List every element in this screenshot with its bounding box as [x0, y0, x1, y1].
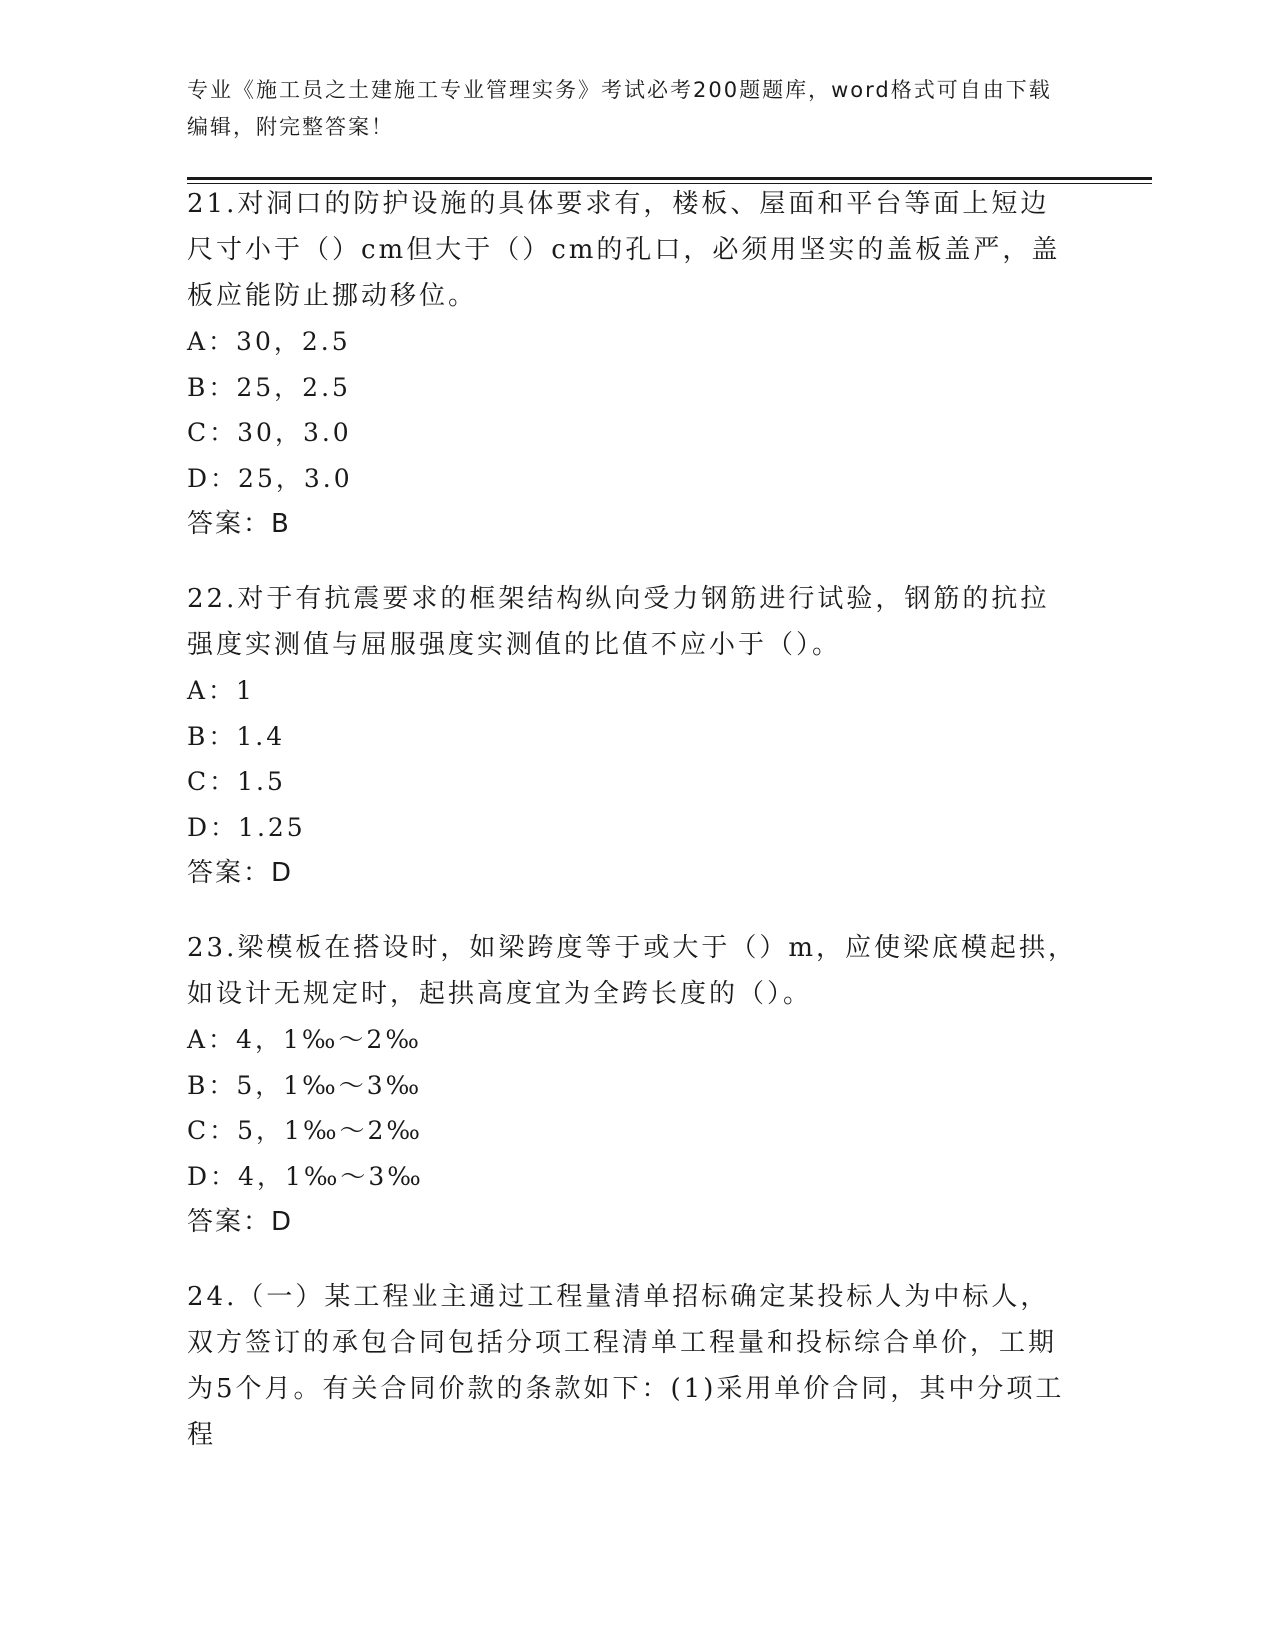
question-24: [187, 1274, 1077, 1458]
question-22: [187, 576, 1077, 896]
option-c: C：5，1‰～2‰: [187, 1116, 423, 1145]
question-stem: 22.对于有抗震要求的框架结构纵向受力钢筋进行试验，钢筋的抗拉强度实测值与屈服强度实测值的比值不应小于（）。: [187, 584, 1050, 660]
option-b: B：25，2.5: [187, 372, 351, 402]
question-21: [187, 181, 1077, 547]
option-c: C：1.5: [187, 767, 286, 796]
option-b: B：5，1‰～3‰: [187, 1070, 423, 1100]
option-list: [187, 668, 1077, 850]
option-list: [187, 1017, 1077, 1199]
option-d: D：1.25: [187, 812, 306, 842]
option-a: A：30，2.5: [187, 327, 351, 356]
answer-line: 答案：D: [187, 1207, 294, 1237]
question-stem: 23.梁模板在搭设时，如梁跨度等于或大于（）m，应使梁底模起拱，如设计无规定时，起拱高度宜为全跨长度的（）。: [187, 933, 1078, 1009]
option-a: A：1: [187, 676, 255, 705]
option-list: [187, 319, 1077, 501]
question-23: [187, 925, 1077, 1245]
answer-line: 答案：D: [187, 858, 294, 888]
question-stem: 24.（一）某工程业主通过工程量清单招标确定某投标人为中标人，双方签订的承包合同包括分项工程清单工程量和投标综合单价，工期为5个月。有关合同价款的条款如下：(1)采用单价合同，其中分项工程: [187, 1282, 1065, 1450]
option-b: B：1.4: [187, 721, 286, 751]
option-c: C：30，3.0: [187, 418, 352, 447]
question-stem: 21.对洞口的防护设施的具体要求有，楼板、屋面和平台等面上短边尺寸小于（）cm但大于（）cm的孔口，必须用坚实的盖板盖严，盖板应能防止挪动移位。: [187, 189, 1061, 311]
option-d: D：25，3.0: [187, 463, 353, 493]
option-d: D：4，1‰～3‰: [187, 1161, 424, 1191]
header-divider-thick: [187, 177, 1152, 180]
answer-line: 答案：B: [187, 509, 291, 539]
option-a: A：4，1‰～2‰: [187, 1025, 422, 1054]
document-header: 专业《施工员之土建施工专业管理实务》考试必考200题题库，word格式可自由下载编辑，附完整答案！: [187, 78, 1052, 139]
